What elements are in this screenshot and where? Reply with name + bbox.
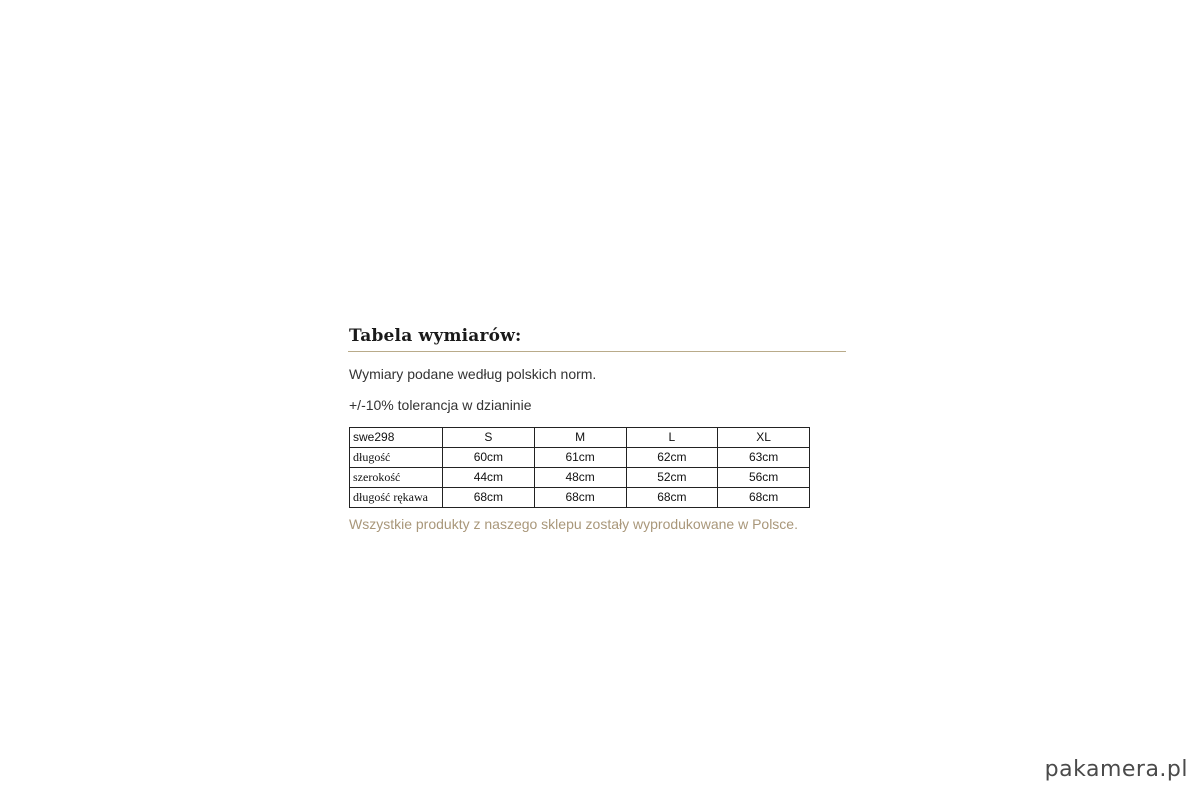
table-cell: 68cm: [534, 488, 626, 508]
product-code-cell: swe298: [350, 428, 443, 448]
table-cell: 68cm: [626, 488, 718, 508]
table-header-row: [350, 428, 810, 448]
table-cell: 68cm: [718, 488, 810, 508]
row-label: długość: [350, 448, 443, 468]
heading-divider: [348, 351, 846, 352]
table-cell: 62cm: [626, 448, 718, 468]
row-label: szerokość: [350, 468, 443, 488]
norms-note: Wymiary podane według polskich norm.: [349, 366, 597, 382]
size-header-xl: XL: [718, 428, 810, 448]
row-label: długość rękawa: [350, 488, 443, 508]
table-cell: 44cm: [443, 468, 535, 488]
pakamera-watermark: pakamera.pl: [1044, 757, 1188, 782]
table-cell: 56cm: [718, 468, 810, 488]
table-row: [350, 488, 810, 508]
size-header-m: M: [534, 428, 626, 448]
table-cell: 52cm: [626, 468, 718, 488]
table-cell: 63cm: [718, 448, 810, 468]
table-cell: 60cm: [443, 448, 535, 468]
size-table: [349, 427, 810, 508]
size-header-s: S: [443, 428, 535, 448]
table-cell: 68cm: [443, 488, 535, 508]
table-cell: 61cm: [534, 448, 626, 468]
size-header-l: L: [626, 428, 718, 448]
size-chart-section: [348, 326, 846, 533]
size-chart-heading: Tabela wymiarów:: [349, 326, 522, 346]
table-row: [350, 448, 810, 468]
table-row: [350, 468, 810, 488]
made-in-poland-note: Wszystkie produkty z naszego sklepu zostały wyprodukowane w Polsce.: [349, 516, 798, 532]
tolerance-note: +/-10% tolerancja w dzianinie: [349, 397, 532, 413]
table-cell: 48cm: [534, 468, 626, 488]
